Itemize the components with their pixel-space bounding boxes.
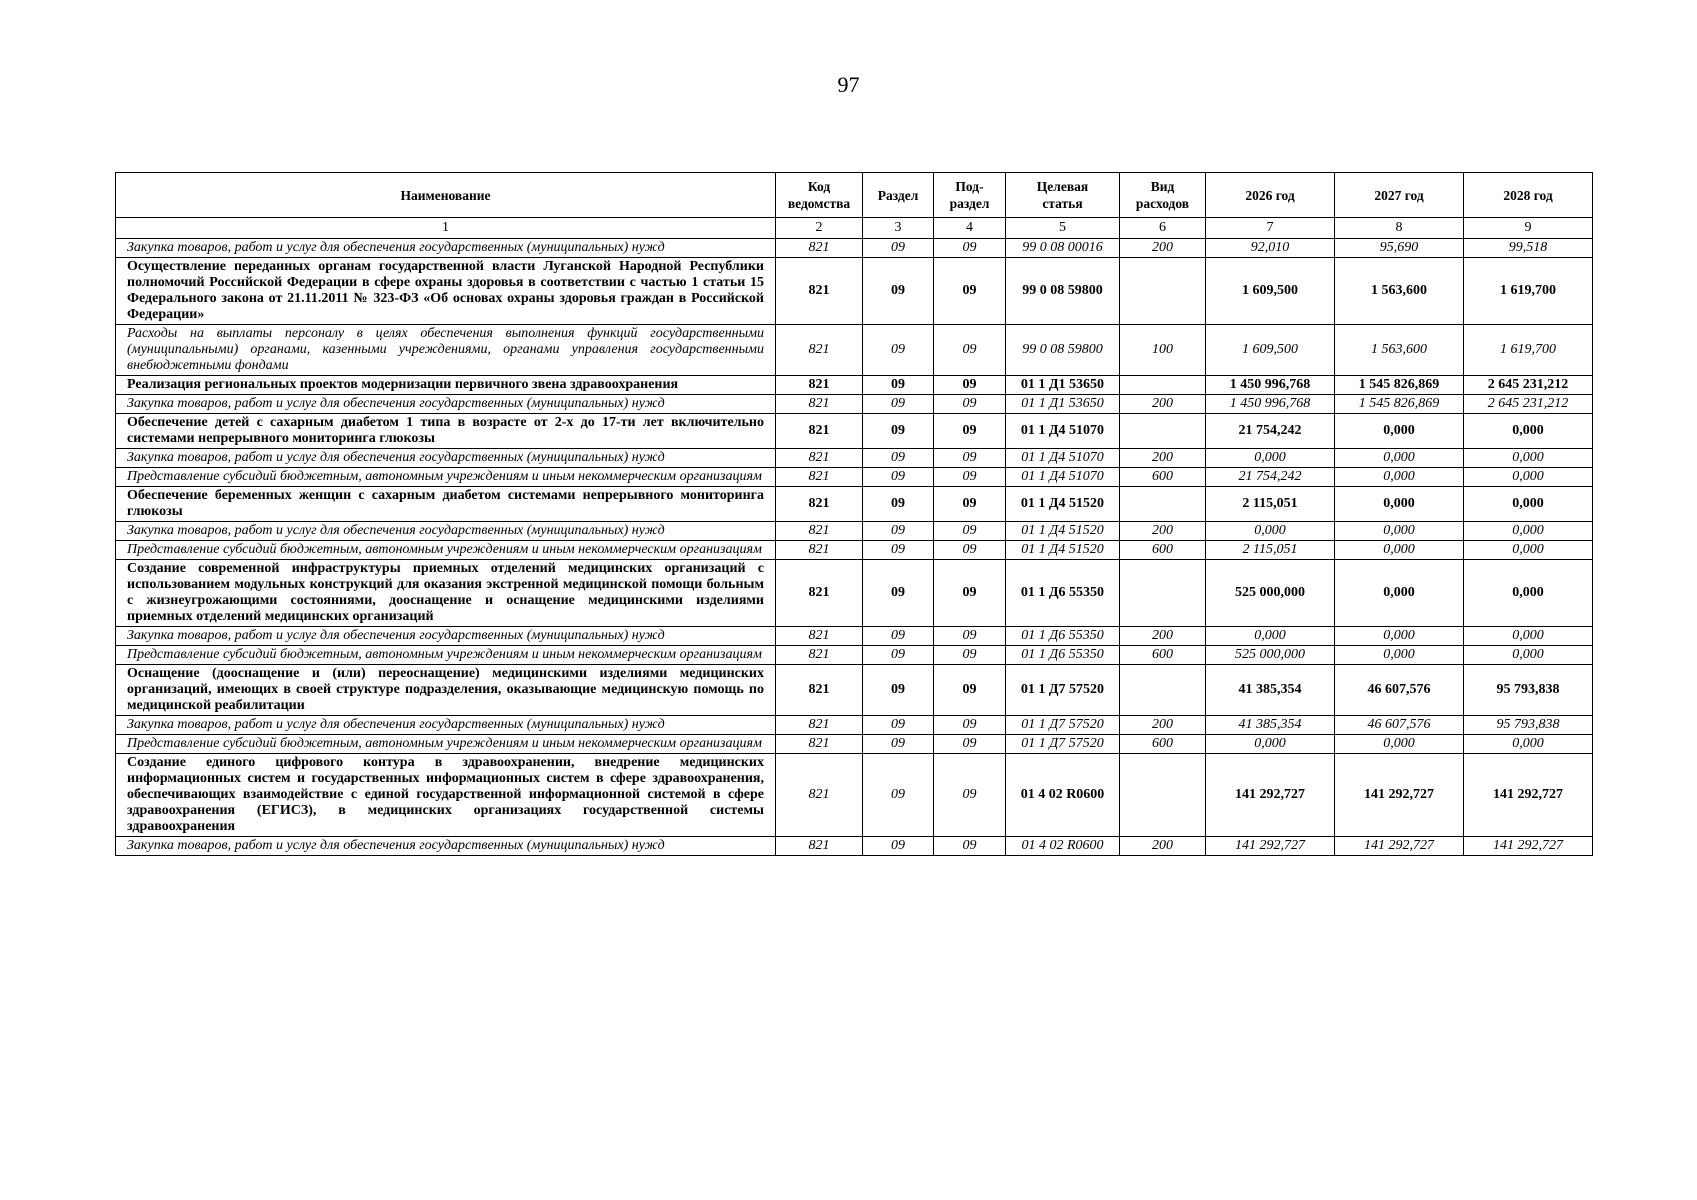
row-razdel: 09 — [863, 522, 934, 541]
column-header: Код ведомства — [776, 173, 863, 218]
row-target-article: 01 4 02 R0600 — [1006, 837, 1120, 856]
row-amount-2026: 141 292,727 — [1206, 837, 1335, 856]
row-ved-code: 821 — [776, 627, 863, 646]
row-amount-2027: 1 545 826,869 — [1335, 376, 1464, 395]
row-amount-2028: 0,000 — [1464, 541, 1593, 560]
column-number: 1 — [116, 218, 776, 239]
row-amount-2028: 0,000 — [1464, 627, 1593, 646]
row-amount-2026: 0,000 — [1206, 627, 1335, 646]
row-razdel: 09 — [863, 239, 934, 258]
row-target-article: 01 1 Д7 57520 — [1006, 735, 1120, 754]
row-target-article: 01 1 Д4 51520 — [1006, 487, 1120, 522]
row-ved-code: 821 — [776, 376, 863, 395]
row-podrazdel: 09 — [934, 541, 1006, 560]
table-row — [116, 522, 1593, 541]
row-amount-2026: 1 450 996,768 — [1206, 376, 1335, 395]
row-expense-type: 600 — [1120, 735, 1206, 754]
row-expense-type: 200 — [1120, 449, 1206, 468]
row-expense-type: 200 — [1120, 627, 1206, 646]
row-amount-2028: 0,000 — [1464, 646, 1593, 665]
row-podrazdel: 09 — [934, 665, 1006, 716]
row-amount-2027: 0,000 — [1335, 646, 1464, 665]
budget-table — [115, 172, 1593, 856]
row-amount-2028: 2 645 231,212 — [1464, 376, 1593, 395]
table-row — [116, 487, 1593, 522]
table-row — [116, 627, 1593, 646]
table-row — [116, 837, 1593, 856]
row-name: Закупка товаров, работ и услуг для обеспечения государственных (муниципальных) нужд — [116, 837, 776, 856]
table-row — [116, 376, 1593, 395]
row-amount-2027: 0,000 — [1335, 627, 1464, 646]
column-number: 3 — [863, 218, 934, 239]
row-amount-2028: 95 793,838 — [1464, 716, 1593, 735]
row-ved-code: 821 — [776, 646, 863, 665]
row-podrazdel: 09 — [934, 449, 1006, 468]
row-ved-code: 821 — [776, 325, 863, 376]
row-ved-code: 821 — [776, 487, 863, 522]
row-podrazdel: 09 — [934, 258, 1006, 325]
row-name: Расходы на выплаты персоналу в целях обеспечения выполнения функций государственными (муниципальными) органами, казенными учреждениями, органами управления государственными внебюджетными фондами — [116, 325, 776, 376]
row-amount-2028: 0,000 — [1464, 468, 1593, 487]
column-number: 6 — [1120, 218, 1206, 239]
row-expense-type — [1120, 560, 1206, 627]
row-expense-type: 600 — [1120, 468, 1206, 487]
row-amount-2027: 0,000 — [1335, 522, 1464, 541]
row-podrazdel: 09 — [934, 376, 1006, 395]
row-podrazdel: 09 — [934, 837, 1006, 856]
row-podrazdel: 09 — [934, 239, 1006, 258]
row-target-article: 01 1 Д4 51070 — [1006, 414, 1120, 449]
row-razdel: 09 — [863, 258, 934, 325]
row-amount-2027: 0,000 — [1335, 560, 1464, 627]
row-ved-code: 821 — [776, 754, 863, 837]
row-podrazdel: 09 — [934, 522, 1006, 541]
row-amount-2028: 0,000 — [1464, 735, 1593, 754]
row-amount-2028: 95 793,838 — [1464, 665, 1593, 716]
row-name: Обеспечение беременных женщин с сахарным диабетом системами непрерывного мониторинга глюкозы — [116, 487, 776, 522]
row-amount-2028: 141 292,727 — [1464, 754, 1593, 837]
row-podrazdel: 09 — [934, 325, 1006, 376]
row-razdel: 09 — [863, 541, 934, 560]
column-number: 2 — [776, 218, 863, 239]
row-name: Представление субсидий бюджетным, автономным учреждениям и иным некоммерческим организациям — [116, 468, 776, 487]
row-amount-2026: 21 754,242 — [1206, 468, 1335, 487]
row-amount-2026: 0,000 — [1206, 449, 1335, 468]
row-name: Закупка товаров, работ и услуг для обеспечения государственных (муниципальных) нужд — [116, 627, 776, 646]
row-razdel: 09 — [863, 487, 934, 522]
table-row — [116, 754, 1593, 837]
row-target-article: 01 1 Д1 53650 — [1006, 376, 1120, 395]
row-name: Реализация региональных проектов модернизации первичного звена здравоохранения — [116, 376, 776, 395]
table-row — [116, 541, 1593, 560]
row-amount-2026: 21 754,242 — [1206, 414, 1335, 449]
row-name: Оснащение (дооснащение и (или) переоснащение) медицинскими изделиями медицинских организаций, имеющих в своей структуре подразделения, оказывающие медицинскую помощь по медицинской реабилитации — [116, 665, 776, 716]
row-amount-2028: 141 292,727 — [1464, 837, 1593, 856]
row-amount-2027: 1 545 826,869 — [1335, 395, 1464, 414]
row-podrazdel: 09 — [934, 735, 1006, 754]
row-amount-2026: 0,000 — [1206, 522, 1335, 541]
header-row — [116, 173, 1593, 218]
table-row — [116, 716, 1593, 735]
row-razdel: 09 — [863, 754, 934, 837]
row-podrazdel: 09 — [934, 646, 1006, 665]
table-row — [116, 735, 1593, 754]
table-row — [116, 258, 1593, 325]
row-amount-2026: 0,000 — [1206, 735, 1335, 754]
row-razdel: 09 — [863, 627, 934, 646]
row-podrazdel: 09 — [934, 560, 1006, 627]
column-number: 8 — [1335, 218, 1464, 239]
row-amount-2027: 46 607,576 — [1335, 716, 1464, 735]
row-amount-2026: 2 115,051 — [1206, 487, 1335, 522]
column-number: 7 — [1206, 218, 1335, 239]
row-expense-type: 200 — [1120, 522, 1206, 541]
row-amount-2027: 141 292,727 — [1335, 754, 1464, 837]
column-header: 2028 год — [1464, 173, 1593, 218]
table-row — [116, 646, 1593, 665]
row-razdel: 09 — [863, 376, 934, 395]
row-podrazdel: 09 — [934, 395, 1006, 414]
row-ved-code: 821 — [776, 449, 863, 468]
row-expense-type — [1120, 754, 1206, 837]
row-amount-2028: 0,000 — [1464, 487, 1593, 522]
row-podrazdel: 09 — [934, 468, 1006, 487]
row-amount-2027: 0,000 — [1335, 541, 1464, 560]
row-podrazdel: 09 — [934, 716, 1006, 735]
column-header: Раздел — [863, 173, 934, 218]
row-name: Представление субсидий бюджетным, автономным учреждениям и иным некоммерческим организациям — [116, 646, 776, 665]
table-row — [116, 395, 1593, 414]
row-razdel: 09 — [863, 837, 934, 856]
row-amount-2026: 1 609,500 — [1206, 325, 1335, 376]
row-razdel: 09 — [863, 325, 934, 376]
row-amount-2026: 41 385,354 — [1206, 665, 1335, 716]
row-target-article: 99 0 08 00016 — [1006, 239, 1120, 258]
row-razdel: 09 — [863, 646, 934, 665]
column-header: Наименование — [116, 173, 776, 218]
row-name: Представление субсидий бюджетным, автономным учреждениям и иным некоммерческим организациям — [116, 541, 776, 560]
row-amount-2027: 0,000 — [1335, 487, 1464, 522]
row-amount-2028: 99,518 — [1464, 239, 1593, 258]
row-podrazdel: 09 — [934, 627, 1006, 646]
row-amount-2028: 1 619,700 — [1464, 258, 1593, 325]
row-amount-2026: 525 000,000 — [1206, 560, 1335, 627]
row-expense-type: 200 — [1120, 239, 1206, 258]
row-expense-type: 600 — [1120, 541, 1206, 560]
column-header: 2027 год — [1335, 173, 1464, 218]
row-razdel: 09 — [863, 395, 934, 414]
row-expense-type: 200 — [1120, 716, 1206, 735]
row-expense-type — [1120, 665, 1206, 716]
row-name: Закупка товаров, работ и услуг для обеспечения государственных (муниципальных) нужд — [116, 522, 776, 541]
row-razdel: 09 — [863, 560, 934, 627]
row-amount-2026: 2 115,051 — [1206, 541, 1335, 560]
row-razdel: 09 — [863, 468, 934, 487]
row-amount-2028: 0,000 — [1464, 560, 1593, 627]
table-row — [116, 468, 1593, 487]
row-amount-2027: 1 563,600 — [1335, 325, 1464, 376]
row-expense-type — [1120, 258, 1206, 325]
row-razdel: 09 — [863, 716, 934, 735]
row-name: Осуществление переданных органам государственной власти Луганской Народной Республики полномочий Российской Федерации в сфере охраны здоровья в соответствии с частью 1 статьи 15 Федерального закона от 21.11.2011 № 323-ФЗ «Об основах охраны здоровья граждан в Российской Федерации» — [116, 258, 776, 325]
row-target-article: 01 1 Д6 55350 — [1006, 627, 1120, 646]
row-name: Закупка товаров, работ и услуг для обеспечения государственных (муниципальных) нужд — [116, 716, 776, 735]
row-amount-2026: 92,010 — [1206, 239, 1335, 258]
row-expense-type: 200 — [1120, 395, 1206, 414]
row-amount-2027: 0,000 — [1335, 414, 1464, 449]
row-razdel: 09 — [863, 735, 934, 754]
row-ved-code: 821 — [776, 468, 863, 487]
column-number: 5 — [1006, 218, 1120, 239]
row-ved-code: 821 — [776, 735, 863, 754]
row-expense-type — [1120, 487, 1206, 522]
column-header: Вид расходов — [1120, 173, 1206, 218]
table-body — [116, 239, 1593, 856]
row-amount-2027: 95,690 — [1335, 239, 1464, 258]
table-row — [116, 560, 1593, 627]
row-ved-code: 821 — [776, 837, 863, 856]
row-razdel: 09 — [863, 665, 934, 716]
row-expense-type — [1120, 414, 1206, 449]
row-amount-2027: 0,000 — [1335, 449, 1464, 468]
row-expense-type: 600 — [1120, 646, 1206, 665]
row-target-article: 01 1 Д4 51520 — [1006, 522, 1120, 541]
row-ved-code: 821 — [776, 414, 863, 449]
column-header: Под-раздел — [934, 173, 1006, 218]
row-name: Закупка товаров, работ и услуг для обеспечения государственных (муниципальных) нужд — [116, 449, 776, 468]
table-row — [116, 239, 1593, 258]
row-target-article: 01 1 Д7 57520 — [1006, 716, 1120, 735]
table-row — [116, 325, 1593, 376]
row-amount-2026: 525 000,000 — [1206, 646, 1335, 665]
row-ved-code: 821 — [776, 665, 863, 716]
row-target-article: 01 4 02 R0600 — [1006, 754, 1120, 837]
row-ved-code: 821 — [776, 395, 863, 414]
row-ved-code: 821 — [776, 522, 863, 541]
row-target-article: 99 0 08 59800 — [1006, 325, 1120, 376]
row-target-article: 01 1 Д4 51520 — [1006, 541, 1120, 560]
row-amount-2026: 1 609,500 — [1206, 258, 1335, 325]
row-target-article: 01 1 Д6 55350 — [1006, 646, 1120, 665]
row-name: Обеспечение детей с сахарным диабетом 1 типа в возрасте от 2-х до 17-ти лет включительно системами непрерывного мониторинга глюкозы — [116, 414, 776, 449]
row-name: Создание современной инфраструктуры приемных отделений медицинских организаций с использованием модульных конструкций для оказания экстренной медицинской помощи больным с жизнеугрожающими состояниями, дооснащение и оснащение медицинскими изделиями приемных отделений медицинских организаций — [116, 560, 776, 627]
row-ved-code: 821 — [776, 239, 863, 258]
row-podrazdel: 09 — [934, 754, 1006, 837]
row-podrazdel: 09 — [934, 414, 1006, 449]
row-name: Закупка товаров, работ и услуг для обеспечения государственных (муниципальных) нужд — [116, 395, 776, 414]
row-ved-code: 821 — [776, 258, 863, 325]
column-number: 9 — [1464, 218, 1593, 239]
column-number-row — [116, 218, 1593, 239]
row-ved-code: 821 — [776, 541, 863, 560]
row-amount-2026: 1 450 996,768 — [1206, 395, 1335, 414]
row-expense-type: 200 — [1120, 837, 1206, 856]
row-expense-type: 100 — [1120, 325, 1206, 376]
row-amount-2027: 46 607,576 — [1335, 665, 1464, 716]
row-ved-code: 821 — [776, 716, 863, 735]
table-row — [116, 665, 1593, 716]
row-amount-2028: 0,000 — [1464, 449, 1593, 468]
row-target-article: 01 1 Д4 51070 — [1006, 468, 1120, 487]
row-amount-2027: 0,000 — [1335, 468, 1464, 487]
row-expense-type — [1120, 376, 1206, 395]
row-target-article: 99 0 08 59800 — [1006, 258, 1120, 325]
row-amount-2027: 141 292,727 — [1335, 837, 1464, 856]
column-header: Целевая статья — [1006, 173, 1120, 218]
row-amount-2026: 141 292,727 — [1206, 754, 1335, 837]
row-target-article: 01 1 Д4 51070 — [1006, 449, 1120, 468]
row-podrazdel: 09 — [934, 487, 1006, 522]
row-ved-code: 821 — [776, 560, 863, 627]
row-amount-2028: 0,000 — [1464, 522, 1593, 541]
row-name: Представление субсидий бюджетным, автономным учреждениям и иным некоммерческим организациям — [116, 735, 776, 754]
row-amount-2028: 0,000 — [1464, 414, 1593, 449]
row-amount-2027: 0,000 — [1335, 735, 1464, 754]
row-amount-2027: 1 563,600 — [1335, 258, 1464, 325]
row-name: Создание единого цифрового контура в здравоохранении, внедрение медицинских информационных систем и государственных информационных систем в сфере здравоохранения, обеспечивающих взаимодействие с единой государственной информационной системой в сфере здравоохранения (ЕГИСЗ), в медицинских организациях государственной системы здравоохранения — [116, 754, 776, 837]
column-header: 2026 год — [1206, 173, 1335, 218]
table-row — [116, 449, 1593, 468]
row-amount-2026: 41 385,354 — [1206, 716, 1335, 735]
row-razdel: 09 — [863, 414, 934, 449]
row-target-article: 01 1 Д7 57520 — [1006, 665, 1120, 716]
row-amount-2028: 2 645 231,212 — [1464, 395, 1593, 414]
table-row — [116, 414, 1593, 449]
page-number: 97 — [837, 72, 860, 97]
row-name: Закупка товаров, работ и услуг для обеспечения государственных (муниципальных) нужд — [116, 239, 776, 258]
row-target-article: 01 1 Д1 53650 — [1006, 395, 1120, 414]
column-number: 4 — [934, 218, 1006, 239]
row-razdel: 09 — [863, 449, 934, 468]
row-amount-2028: 1 619,700 — [1464, 325, 1593, 376]
row-target-article: 01 1 Д6 55350 — [1006, 560, 1120, 627]
